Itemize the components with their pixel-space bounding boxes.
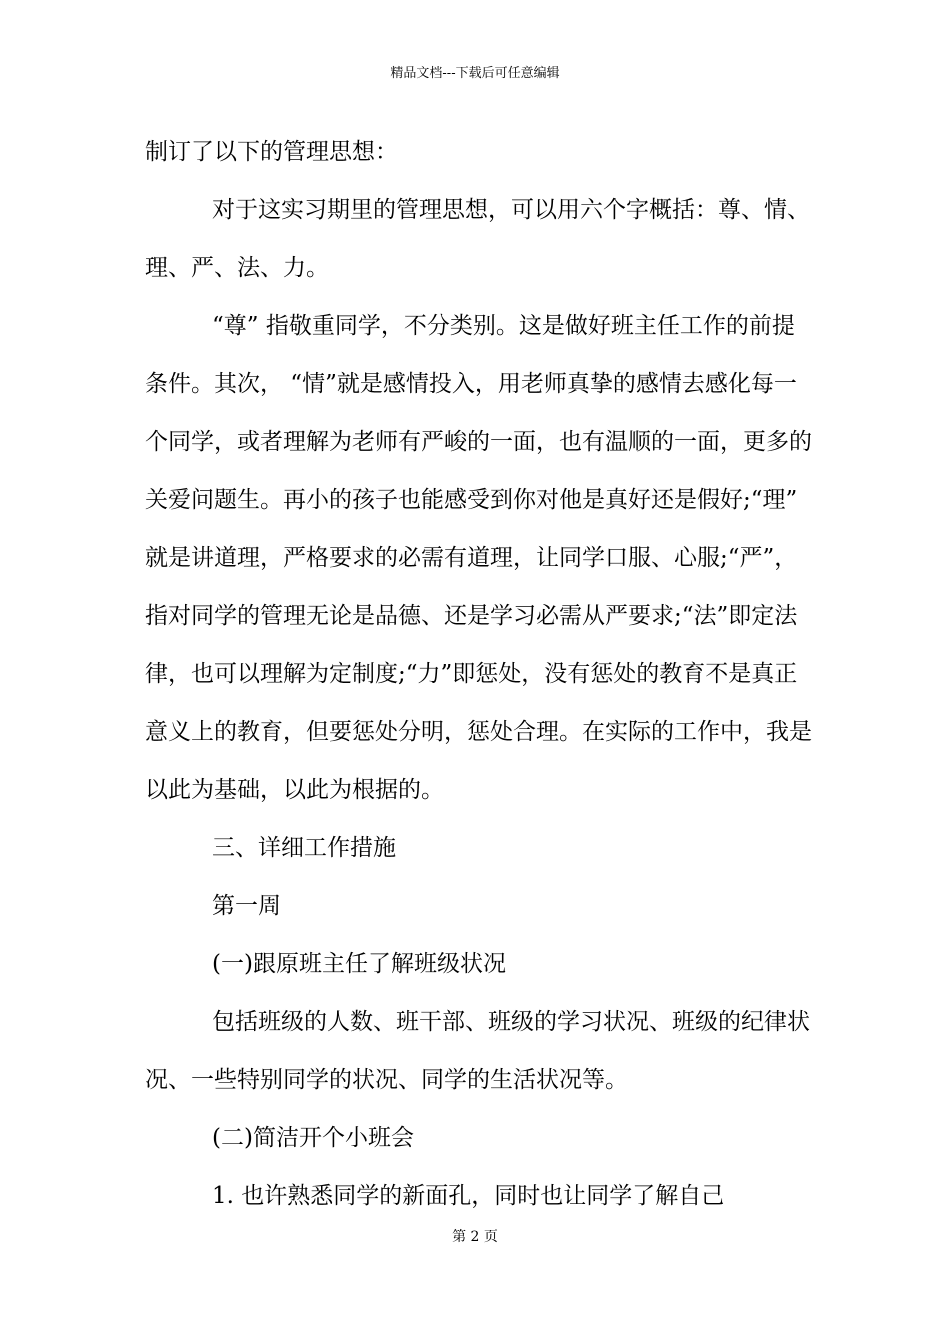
page-number: 第 2 页 [452,1229,498,1245]
text-line: 个同学，或者理解为老师有严峻的一面，也有温顺的一面，更多的 [145,429,812,455]
list-item: 1. 也许熟悉同学的新面孔，同时也让同学了解自己 [212,1183,725,1209]
text-line: 况、一些特别同学的状况、同学的生活状况等。 [145,1067,628,1093]
text-line: 就是讲道理，严格要求的必需有道理，让同学口服、心服;“严”， [145,545,798,571]
sub-heading: (一)跟原班主任了解班级状况 [212,951,506,977]
text-line: 制订了以下的管理思想： [145,139,398,165]
page-header: 精品文档---下载后可任意编辑 [390,66,560,81]
text-line: 关爱问题生。再小的孩子也能感受到你对他是真好还是假好;“理” [145,487,798,513]
text-line: 律，也可以理解为定制度;“力”即惩处，没有惩处的教育不是真正 [145,661,798,687]
section-heading: 三、详细工作措施 [212,835,396,861]
text-line: 对于这实习期里的管理思想，可以用六个字概括：尊、情、 [212,197,810,223]
text-line: “尊” 指敬重同学，不分类别。这是做好班主任工作的前提 [212,313,795,339]
sub-heading: (二)简洁开个小班会 [212,1125,414,1151]
text-line: 以此为基础，以此为根据的。 [145,777,444,803]
sub-heading: 第一周 [212,893,281,919]
text-line: 理、严、法、力。 [145,255,329,281]
text-line: 包括班级的人数、班干部、班级的学习状况、班级的纪律状 [212,1009,810,1035]
text-line: 指对同学的管理无论是品德、还是学习必需从严要求;“法”即定法 [145,603,798,629]
text-line: 条件。其次， “情”就是感情投入，用老师真挚的感情去感化每一 [145,371,797,397]
text-line: 意义上的教育，但要惩处分明，惩处合理。在实际的工作中，我是 [145,719,812,745]
